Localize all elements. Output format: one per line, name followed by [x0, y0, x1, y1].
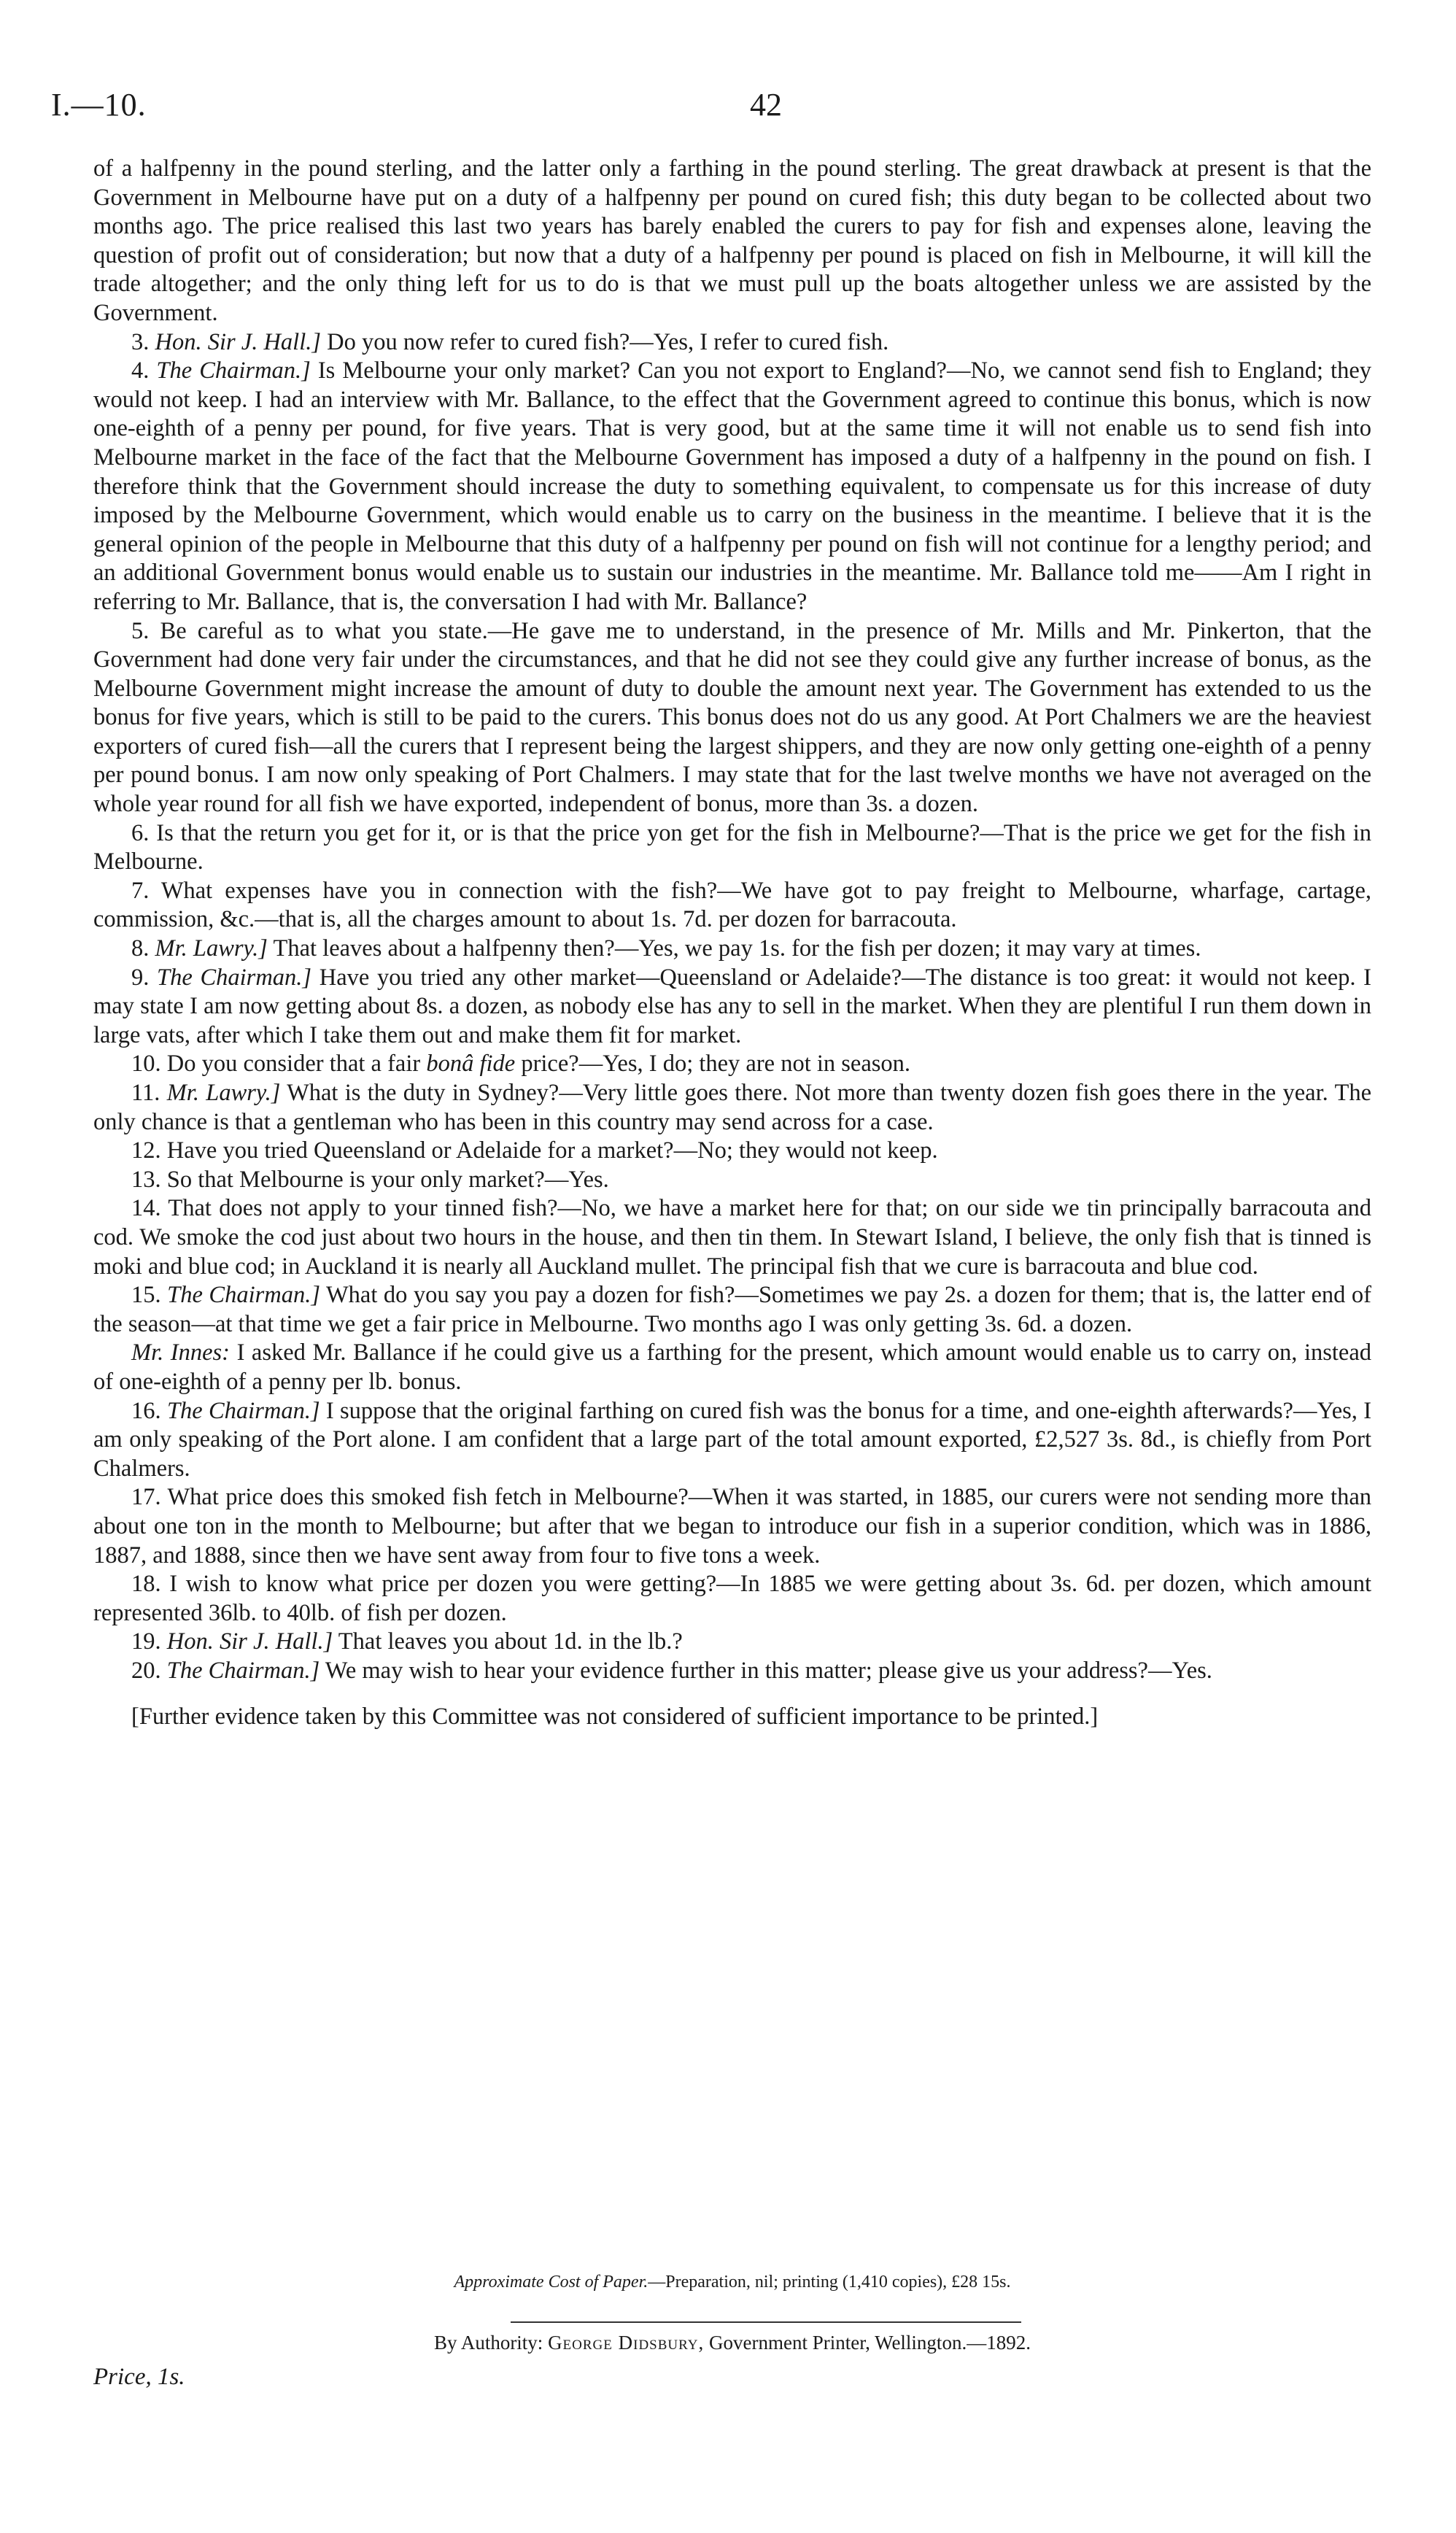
question-number: 18. — [131, 1571, 161, 1598]
page-number: 42 — [750, 87, 782, 123]
editorial-note — [93, 1703, 1371, 1732]
paragraph-text: I wish to know what price per dozen you were getting?—In 1885 we were getting about 3s. 6d. per dozen, which amount represented 36lb. to 40lb. of fish per dozen. — [93, 1571, 1372, 1626]
question-number: 6. — [131, 819, 150, 846]
question-number: 19. — [131, 1628, 161, 1655]
evidence-paragraph — [93, 1194, 1371, 1281]
paragraph-text: What expenses have you in connection with the fish?—We have got to pay freight to Melbourne, wharfage, cartage, commission, &c.—that is, all the charges amount to about 1s. 7d. per dozen for barracouta. — [93, 877, 1372, 933]
speaker-name: The Chairman.] — [167, 1282, 321, 1309]
question-number: 20. — [131, 1657, 161, 1684]
paragraph-text: What do you say you pay a dozen for fish?—Sometimes we pay 2s. a dozen for them; that is, the latter end of the season—at that time we get a fair price in Melbourne. Two months ago I was only getting 3s. 6d. a dozen. — [93, 1282, 1371, 1337]
evidence-paragraph — [93, 935, 1371, 964]
evidence-paragraph — [93, 1397, 1371, 1484]
paragraph-text: That leaves about a halfpenny then?—Yes, we pay 1s. for the fish per dozen; it may vary at times. — [273, 935, 1201, 962]
question-number: 12. — [131, 1137, 161, 1164]
evidence-paragraph — [93, 357, 1371, 616]
speaker-name: Hon. Sir J. Hall.] — [155, 328, 321, 355]
paragraph-text: That leaves you about 1d. in the lb.? — [338, 1628, 683, 1655]
paragraph-text: What price does this smoked fish fetch in Melbourne?—When it was started, in 1885, our curers were not sending more than about one ton in the month to Melbourne; but after that we began to introduce our fish in a superior condition, which was in 1886, 1887, and 1888, since then we have sent away from four to five tons a week. — [93, 1484, 1371, 1569]
paragraph-text: price?—Yes, I do; they are not in season. — [521, 1051, 911, 1078]
question-number: 3. — [131, 328, 150, 355]
paragraph-text: Do you consider that a fair — [166, 1051, 421, 1078]
paragraph-text: That does not apply to your tinned fish?—No, we have a market here for that; on our side we tin principally barracouta and cod. We smoke the cod just about two hours in the house, and then tin them. In Stewart Island, I believe, the only fish that is tinned is moki and blue cod; in Auckland it is nearly all Auckland mullet. The principal fish that we cure is barracouta and blue cod. — [93, 1195, 1371, 1280]
evidence-paragraph — [93, 877, 1371, 935]
evidence-paragraph — [93, 1657, 1371, 1686]
printer-name: George Didsbury, — [548, 2332, 705, 2354]
document-body — [93, 155, 1371, 1732]
question-number: 17. — [131, 1484, 161, 1511]
italic-phrase: bonâ fide — [426, 1051, 516, 1078]
speaker-name: The Chairman.] — [157, 964, 312, 991]
paragraph-text: Is Melbourne your only market? Can you not export to England?—No, we cannot send fish to England; they would not keep. I had an interview with Mr. Ballance, to the effect that the Government agreed to continue this bonus, which is now one-eighth of a penny per pound, for five years. That is very good, but at the same time it will not enable us to send fish into Melbourne market in the face of the fact that the Melbourne Government has imposed a duty of a halfpenny in the pound on fish. I therefore think that the Government should increase the duty to something equivalent, to compensate us for this increase of duty imposed by the Melbourne Government, which would enable us to carry on the business in the meantime. I believe that it is the general opinion of the people in Melbourne that this duty of a halfpenny per pound on fish will not continue for a lengthy period; and an additional Government bonus would enable us to sustain our industries in the meantime. Mr. Ballance told me——Am I right in referring to Mr. Ballance, that is, the conversation I had with Mr. Ballance? — [93, 357, 1372, 615]
evidence-paragraph — [93, 964, 1371, 1051]
evidence-paragraph — [93, 1483, 1371, 1570]
authority-lead: By Authority: — [434, 2332, 543, 2354]
evidence-paragraph — [93, 328, 1371, 357]
speaker-name: The Chairman.] — [166, 1397, 320, 1424]
price-label: Price, 1s. — [93, 2364, 185, 2390]
cost-of-paper — [93, 2273, 1371, 2292]
question-number: 15. — [131, 1282, 161, 1309]
evidence-paragraph — [93, 1281, 1371, 1339]
speaker-name: Hon. Sir J. Hall.] — [166, 1628, 333, 1655]
evidence-paragraph — [93, 617, 1371, 819]
cost-detail: —Preparation, nil; printing (1,410 copies), £28 15s. — [648, 2273, 1011, 2292]
page-header — [51, 86, 1364, 130]
evidence-paragraph — [93, 1166, 1371, 1195]
question-number: 16. — [131, 1397, 161, 1424]
speaker-name: The Chairman.] — [166, 1657, 320, 1684]
speaker-name: The Chairman.] — [156, 357, 311, 384]
paragraph-text: Be careful as to what you state.—He gave me to understand, in the presence of Mr. Mills and Mr. Pinkerton, that the Government had done very fair under the circumstances, and that he did not see they could give any further increase of bonus, as the Melbourne Government might increase the amount of duty to double the amount next year. The Government has extended to us the bonus for five years, which is still to be paid to the curers. This bonus does not do us any good. At Port Chalmers we are the heaviest exporters of cured fish—all the curers that I represent being the largest shippers, and they are now only getting one-eighth of a penny per pound bonus. I am now only speaking of Port Chalmers. I may state that for the last twelve months we have not averaged on the whole year round for all fish we have exported, independent of bonus, more than 3s. a dozen. — [93, 617, 1372, 818]
document-id: I.—10. — [51, 87, 147, 123]
authority-detail: Government Printer, Wellington.—1892. — [709, 2332, 1031, 2354]
speaker-name: Mr. Innes: — [131, 1339, 231, 1366]
evidence-paragraph — [93, 1050, 1371, 1079]
footer-divider — [511, 2321, 1021, 2323]
cost-lead: Approximate Cost of Paper. — [454, 2273, 648, 2292]
evidence-paragraph — [93, 1628, 1371, 1657]
evidence-paragraph — [93, 1137, 1371, 1166]
speaker-name: Mr. Lawry.] — [155, 935, 268, 962]
paragraph-text: Do you now refer to cured fish?—Yes, I refer to cured fish. — [327, 328, 889, 355]
question-number: 10. — [131, 1051, 161, 1078]
paragraph-text: So that Melbourne is your only market?—Yes. — [166, 1166, 609, 1193]
question-number: 9. — [131, 964, 150, 991]
question-number: 8. — [131, 935, 150, 962]
evidence-paragraph — [93, 819, 1371, 877]
paragraph-text: Is that the return you get for it, or is that the price yon get for the fish in Melbourne?—That is the price we get for the fish in Melbourne. — [93, 819, 1371, 875]
question-number: 5. — [131, 617, 150, 644]
speaker-name: Mr. Lawry.] — [166, 1080, 281, 1106]
paragraph-text: Have you tried Queensland or Adelaide for a market?—No; they would not keep. — [166, 1137, 938, 1164]
question-number: 7. — [131, 877, 150, 904]
question-number: 4. — [131, 357, 150, 384]
evidence-paragraph — [93, 1339, 1371, 1396]
paragraph-text: Have you tried any other market—Queensland or Adelaide?—The distance is too great: it would not keep. I may state I am now getting about 8s. a dozen, as nobody else has any to sell in the market. When they are plentiful I run them down in large vats, after which I take them out and make them fit for market. — [93, 964, 1371, 1048]
paragraph-text: We may wish to hear your evidence further in this matter; please give us your address?—Yes. — [325, 1657, 1212, 1684]
printer-authority — [93, 2332, 1371, 2354]
evidence-paragraph — [93, 1079, 1371, 1137]
question-number: 13. — [131, 1166, 161, 1193]
evidence-paragraph — [93, 155, 1371, 328]
paragraph-text: I suppose that the original farthing on cured fish was the bonus for a time, and one-eighth afterwards?—Yes, I am only speaking of the Port alone. I am confident that a large part of the total amount exported, £2,527 3s. 8d., is chiefly from Port Chalmers. — [93, 1397, 1372, 1482]
paragraph-text: of a halfpenny in the pound sterling, and the latter only a farthing in the pound sterling. The great drawback at present is that the Government in Melbourne have put on a duty of a halfpenny per pound on cured fish; this duty began to be collected about two months ago. The price realised this last two years has barely enabled the curers to pay for fish and expenses alone, leaving the question of profit out of consideration; but now that a duty of a halfpenny per pound is placed on fish in Melbourne, it will kill the trade altogether; and the only thing left for us to do is that we must pull up the boats altogether unless we are assisted by the Government. — [93, 155, 1371, 326]
evidence-paragraph — [93, 1570, 1371, 1628]
question-number: 11. — [131, 1080, 160, 1106]
question-number: 14. — [131, 1195, 161, 1222]
paragraph-text: I asked Mr. Ballance if he could give us a farthing for the present, which amount would enable us to carry on, instead of one-eighth of a penny per lb. bonus. — [93, 1339, 1372, 1395]
paragraph-text: What is the duty in Sydney?—Very little goes there. Not more than twenty dozen fish goes there in the year. The only chance is that a gentleman who has been in this country may send across for a case. — [93, 1080, 1371, 1135]
paragraph-text: [Further evidence taken by this Committee was not considered of sufficient importance to be printed.] — [131, 1704, 1099, 1730]
